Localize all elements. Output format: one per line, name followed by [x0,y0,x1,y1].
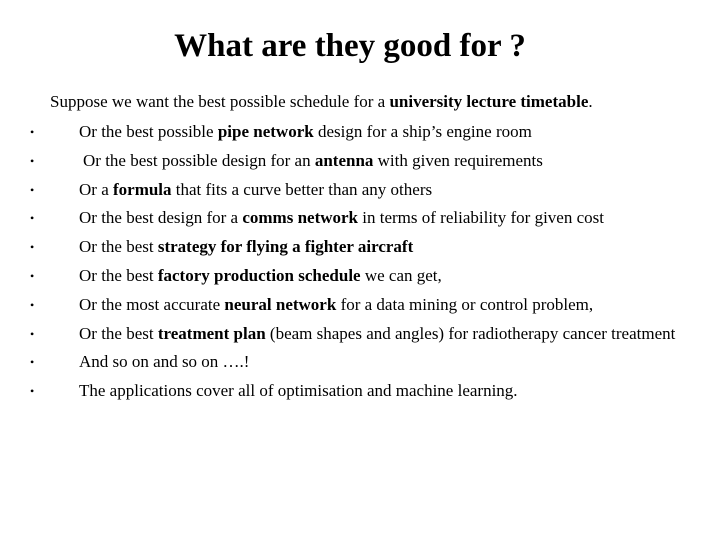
intro-text-after: . [588,92,593,111]
bullet-text-before: Or the best [79,237,158,257]
bullet-dot-icon: • [30,355,35,370]
bullet-text-after: for a data mining or control problem, [336,294,594,314]
intro-text-bold: university lecture timetable [389,92,589,111]
bullet-dot-icon: • [30,326,35,341]
bullet-list [0,120,720,408]
bullet-text-before: Or the best [79,265,158,285]
bullet-dot-icon: • [30,211,35,226]
bullet-text-before: Or the best design for a [79,208,243,228]
bullet-text-before: The applications cover all of optimisation and machine learning. [79,381,518,401]
bullet-text [79,379,711,403]
bullet-item-pipe-network [0,120,720,144]
bullet-item-neural-network [0,293,720,317]
bullet-item-formula [0,178,720,202]
bullet-text-after: that fits a curve better than any others [171,179,433,199]
bullet-text-bold: antenna [314,150,374,170]
bullet-dot-icon: • [30,297,35,312]
bullet-text [79,322,711,346]
bullet-text-after: design for a ship’s engine room [313,122,532,141]
bullet-text-bold: factory production schedule [157,265,361,285]
bullet-text-before: Or the best possible design for an [83,150,315,170]
bullet-text [79,178,711,202]
bullet-text-bold: pipe network [217,122,314,141]
intro-text [50,91,593,113]
bullet-item-applications [0,379,720,403]
bullet-text-before: Or the best possible [79,122,218,141]
bullet-item-antenna [0,149,720,173]
bullet-text-before: Or a [79,179,113,199]
bullet-dot-icon: • [30,153,35,168]
bullet-text-after: in terms of reliability for given cost [358,208,604,228]
bullet-text [79,206,711,230]
bullet-text-after: (beam shapes and angles) for radiotherapy cancer treatment [265,323,676,343]
bullet-text [83,149,715,173]
bullet-text [79,350,711,374]
bullet-text-bold: comms network [242,208,359,228]
bullet-item-factory-schedule [0,264,720,288]
bullet-dot-icon: • [30,240,35,255]
bullet-dot-icon: • [30,384,35,399]
bullet-text-bold: strategy for flying a fighter aircraft [157,237,414,257]
bullet-item-comms-network [0,206,720,230]
bullet-text-bold: treatment plan [157,323,266,343]
bullet-text [79,293,711,317]
bullet-text-after: with given requirements [373,150,543,170]
bullet-dot-icon: • [30,182,35,197]
bullet-text-before: Or the most accurate [79,294,225,314]
bullet-text [79,235,711,259]
bullet-text-bold: formula [112,179,172,199]
bullet-text [79,264,711,288]
bullet-text [79,120,711,144]
intro-text-before: Suppose we want the best possible schedule for a [50,92,390,111]
slide-title: What are they good for ? [174,28,526,64]
bullet-text-before: And so on and so on ….! [79,352,250,372]
bullet-item-fighter-aircraft [0,235,720,259]
bullet-item-and-so-on [0,350,720,374]
bullet-dot-icon: • [30,125,35,139]
bullet-item-treatment-plan [0,322,720,346]
bullet-text-after: we can get, [360,265,442,285]
bullet-dot-icon: • [30,268,35,283]
bullet-text-bold: neural network [224,294,337,314]
bullet-text-before: Or the best [79,323,158,343]
